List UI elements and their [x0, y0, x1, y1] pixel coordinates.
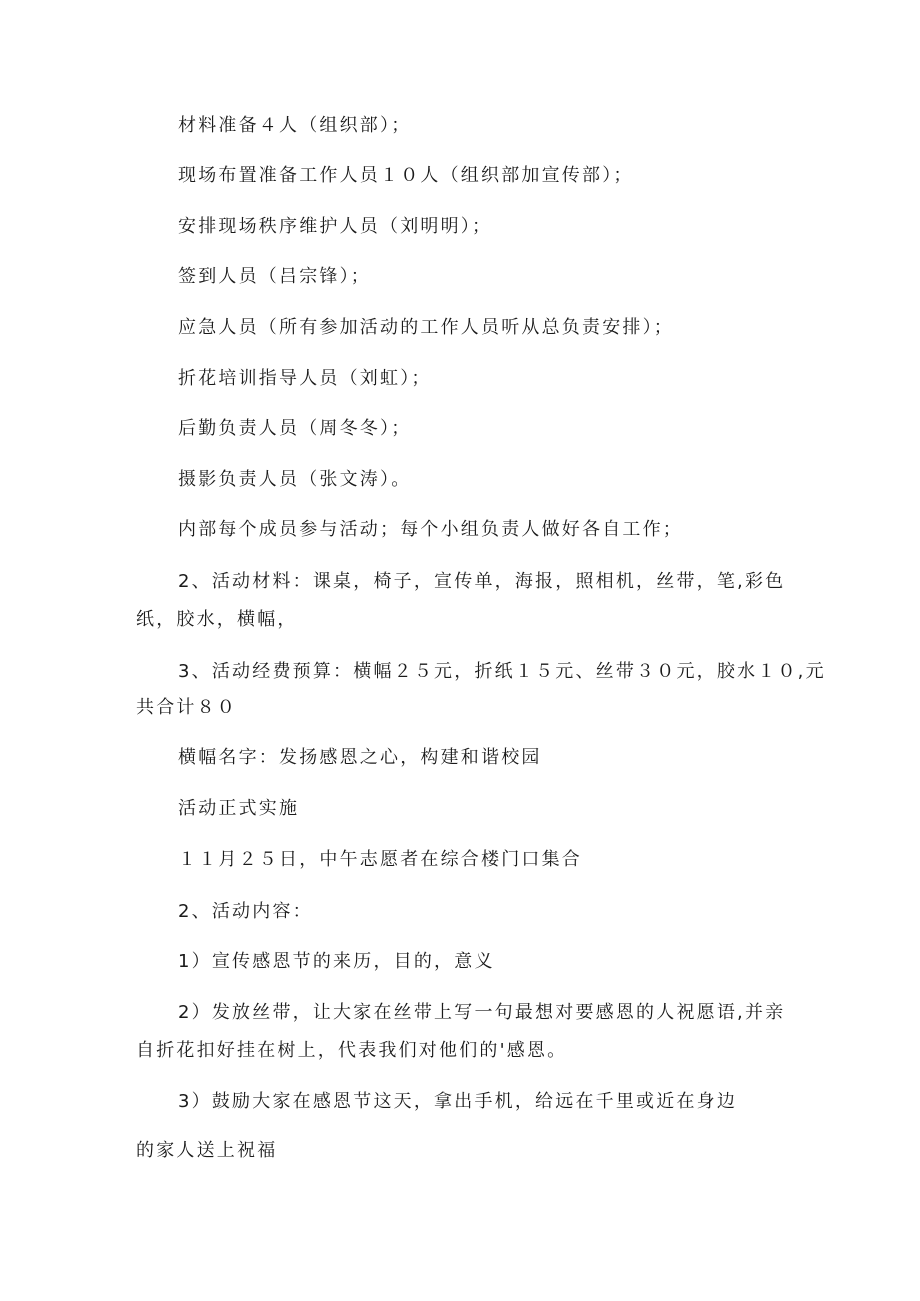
- paragraph-materials-prep: 材料准备４人（组织部）；: [178, 115, 412, 136]
- paragraph-implementation: 活动正式实施: [178, 798, 300, 819]
- paragraph-activity-content: 2、活动内容：: [178, 901, 313, 922]
- paragraph-logistics: 后勤负责人员（周冬冬）；: [178, 418, 412, 439]
- paragraph-budget-total: 共合计８０: [136, 697, 237, 718]
- paragraph-materials-list-cont: 纸，胶水，横幅，: [136, 609, 298, 630]
- paragraph-materials-list: 2、活动材料：课桌，椅子，宣传单，海报，照相机，丝带，笔,彩色: [178, 571, 786, 592]
- paragraph-emergency: 应急人员（所有参加活动的工作人员听从总负责安排）；: [178, 317, 674, 338]
- paragraph-internal-members: 内部每个成员参与活动；每个小组负责人做好各自工作；: [178, 519, 683, 540]
- paragraph-folding-training: 折花培训指导人员（刘虹）；: [178, 368, 432, 389]
- paragraph-item-2: 2）发放丝带，让大家在丝带上写一句最想对要感恩的人祝愿语,并亲: [178, 1002, 786, 1023]
- paragraph-item-3: 3）鼓励大家在感恩节这天，拿出手机，给远在千里或近在身边: [178, 1091, 738, 1112]
- paragraph-photography: 摄影负责人员（张文涛）。: [178, 469, 412, 490]
- paragraph-item-3-cont: 的家人送上祝福: [136, 1140, 278, 1161]
- paragraph-item-1: 1）宣传感恩节的来历，目的，意义: [178, 951, 495, 972]
- paragraph-banner-name: 横幅名字：发扬感恩之心，构建和谐校园: [178, 747, 542, 768]
- paragraph-order-keeping: 安排现场秩序维护人员（刘明明）；: [178, 216, 493, 237]
- paragraph-site-setup: 现场布置准备工作人员１０人（组织部加宣传部）；: [178, 165, 634, 186]
- paragraph-sign-in: 签到人员（吕宗锋）；: [178, 266, 371, 287]
- paragraph-item-2-cont: 自折花扣好挂在树上，代表我们对他们的'感恩。: [136, 1040, 568, 1061]
- paragraph-date-gather: １１月２５日，中午志愿者在综合楼门口集合: [178, 849, 582, 870]
- paragraph-budget: 3、活动经费预算：横幅２５元，折纸１５元、丝带３０元，胶水１０,元: [178, 661, 826, 682]
